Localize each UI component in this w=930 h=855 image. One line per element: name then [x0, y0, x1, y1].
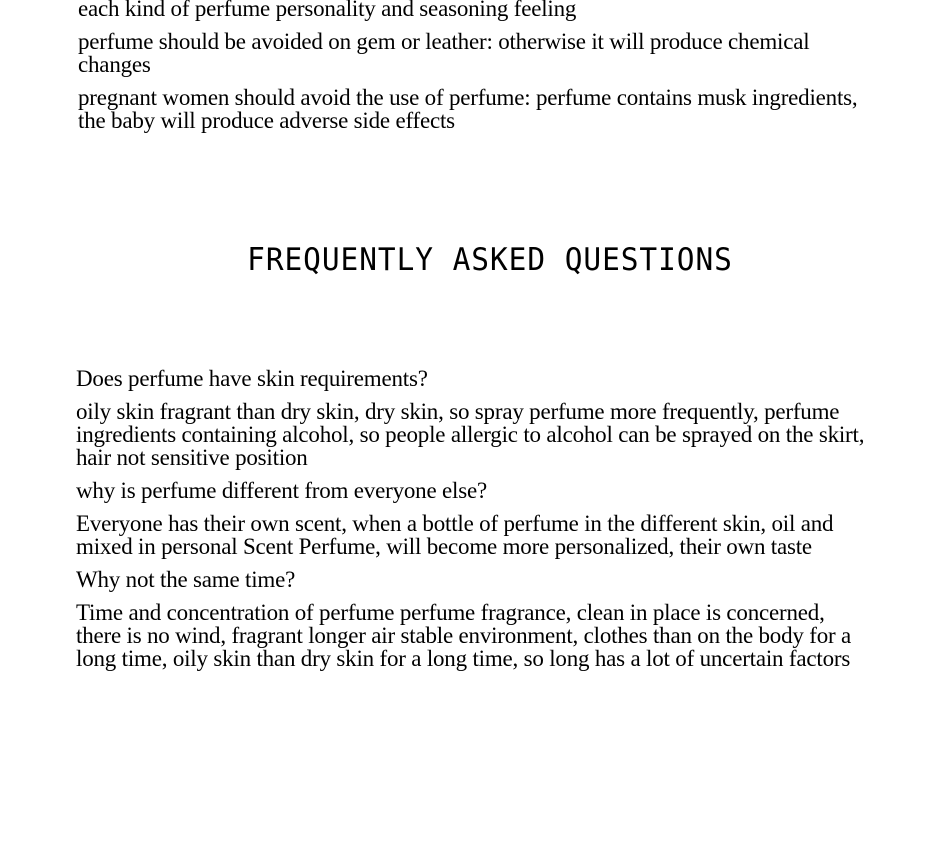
faq-answer: oily skin fragrant than dry skin, dry skin, so spray perfume more frequently, perfume ingredients containing alcohol, so people allergic to alcohol can be sprayed on the skirt, hair not sensitive position [76, 399, 865, 470]
faq-answer: Time and concentration of perfume perfume fragrance, clean in place is concerned, there is no wind, fragrant longer air stable environment, clothes than on the body for a long time, oily skin than dry skin for a long time, so long has a lot of uncertain factors [76, 600, 852, 671]
note-pregnant-women: pregnant women should avoid the use of perfume: perfume contains musk ingredients, the baby will produce adverse side effects [78, 85, 858, 133]
note-personality: each kind of perfume personality and seasoning feeling [78, 0, 577, 21]
top-notes [78, 0, 858, 142]
faq-question: why is perfume different from everyone else? [76, 478, 487, 503]
faq-list [76, 367, 866, 680]
note-gem-leather: perfume should be avoided on gem or leather: otherwise it will produce chemical changes [78, 29, 810, 77]
faq-question: Why not the same time? [76, 567, 296, 592]
faq-answer: Everyone has their own scent, when a bottle of perfume in the different skin, oil and mixed in personal Scent Perfume, will become more personalized, their own taste [76, 511, 834, 559]
faq-heading: FREQUENTLY ASKED QUESTIONS [247, 242, 733, 278]
faq-question: Does perfume have skin requirements? [76, 366, 428, 391]
